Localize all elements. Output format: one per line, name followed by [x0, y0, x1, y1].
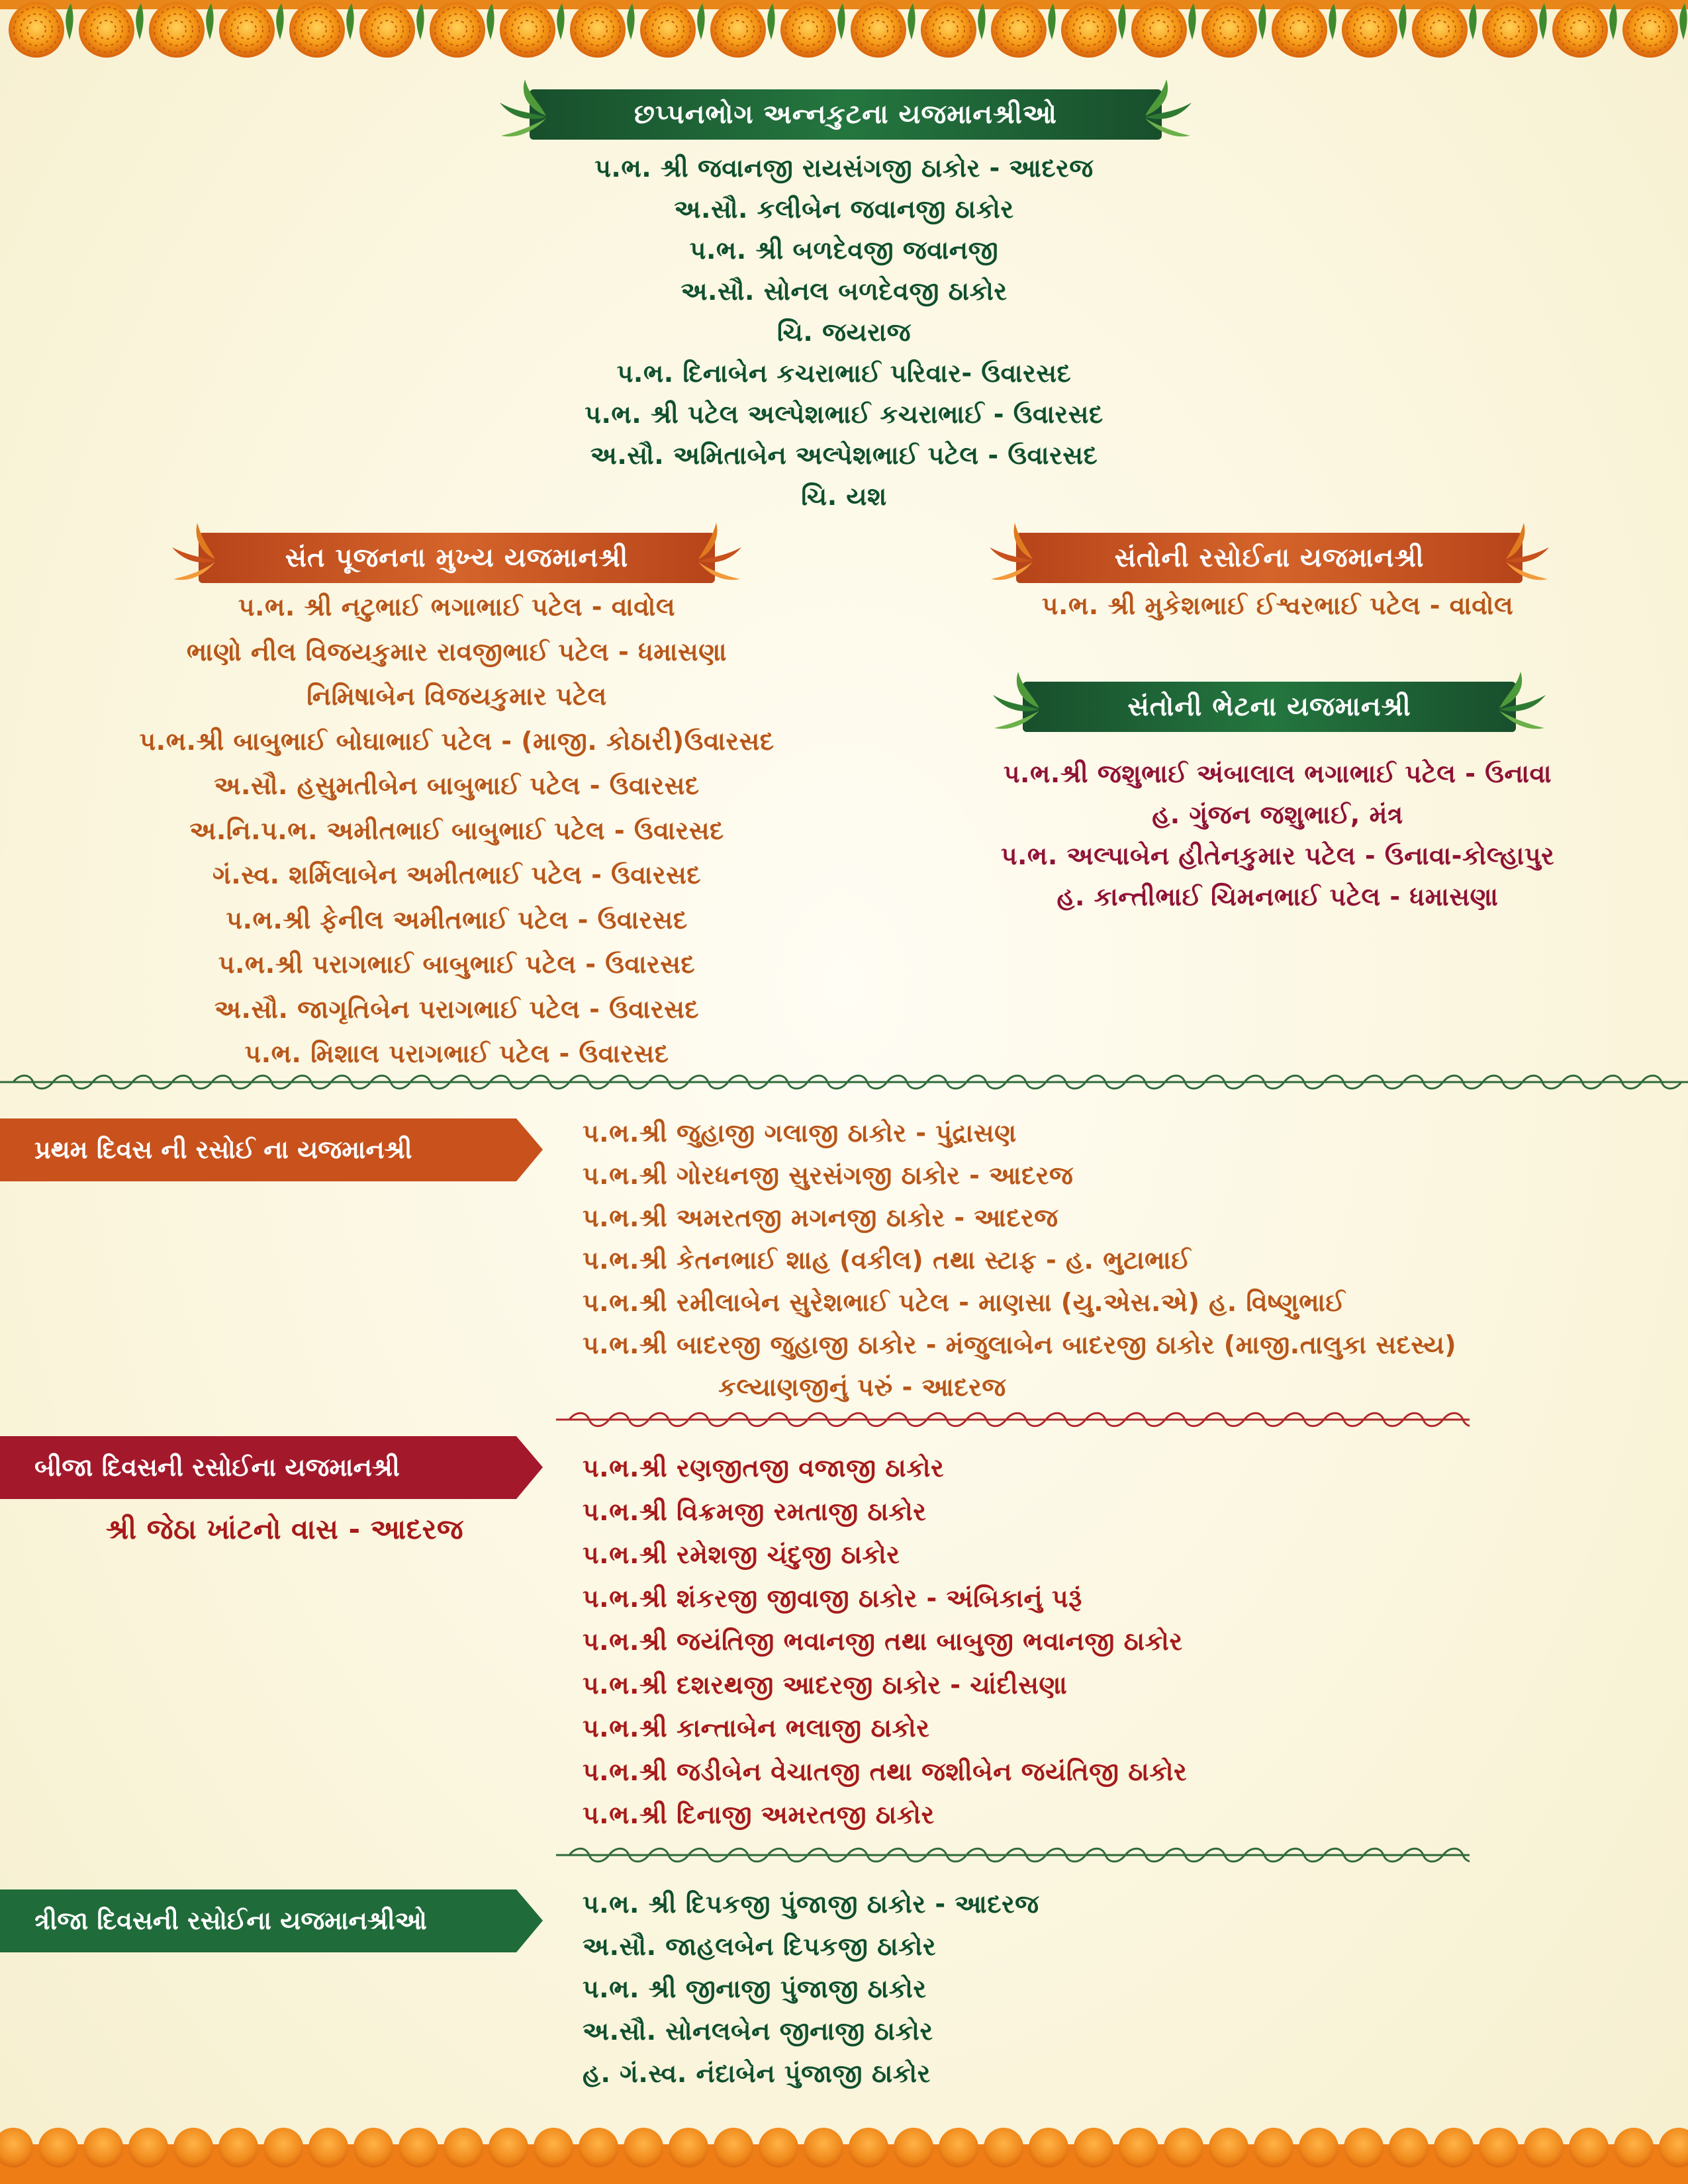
list-item: પ.ભ.શ્રી રમેશજી ચંદુજી ઠાકોર	[583, 1540, 900, 1569]
section4-banner	[1023, 682, 1516, 732]
flower-ornament-left-icon	[165, 520, 218, 592]
marigold-flower-icon	[359, 2, 415, 58]
list-item: પ.ભ.શ્રી બાબુભાઈ બોઘાભાઈ પટેલ - (માજી. કોઠારી)ઉવારસદ	[139, 726, 774, 756]
list-item: પ.ભ.શ્રી વિક્રમજી રમતાજી ઠાકોર	[583, 1496, 927, 1526]
marigold-flower-icon	[1272, 2, 1327, 58]
day3-names	[583, 1883, 1668, 2095]
list-item: ગં.સ્વ. શર્મિલાબેન અમીતભાઈ પટેલ - ઉવારસદ	[212, 860, 701, 889]
leaf-ornament-right-icon	[1496, 668, 1552, 741]
flower-ornament-right-icon	[1503, 520, 1556, 592]
marigold-bud-icon	[38, 2128, 78, 2167]
list-item: પ.ભ.શ્રી રણજીતજી વજાજી ઠાકોર	[583, 1453, 945, 1482]
marigold-flower-icon	[79, 2, 134, 58]
section1-names	[381, 148, 1307, 517]
list-item: ભાણો નીલ વિજયકુમાર રાવજીભાઈ પટેલ - ધમાસણા	[186, 637, 727, 666]
marigold-flower-icon	[570, 2, 626, 58]
marigold-flower-icon	[1131, 2, 1187, 58]
marigold-bud-icon	[1344, 2128, 1383, 2167]
marigold-flower-icon	[9, 2, 64, 58]
list-item: પ.ભ. શ્રી જવાનજી રાયસંગજી ઠાકોર - આદરજ	[594, 154, 1094, 183]
list-item: પ.ભ.શ્રી શંકરજી જીવાજી ઠાકોર - અંબિકાનું પરૂં	[583, 1583, 1082, 1613]
ornamental-divider	[556, 1410, 1470, 1430]
marigold-bud-icon	[399, 2128, 438, 2167]
list-item: પ.ભ. શ્રી પટેલ અલ્પેશભાઈ કચરાભાઈ - ઉવારસદ	[585, 400, 1103, 429]
section4-names	[914, 753, 1642, 917]
list-item: પ.ભ.શ્રી ગોરધનજી સુરસંગજી ઠાકોર - આદરજ	[583, 1161, 1074, 1190]
list-item: પ.ભ. શ્રી જીનાજી પુંજાજી ઠાકોર	[583, 1974, 927, 2003]
list-item: પ.ભ.શ્રી બાદરજી જુહાજી ઠાકોર - મંજુલાબેન બાદરજી ઠાકોર (માજી.તાલુકા સદસ્ય)	[583, 1330, 1457, 1359]
list-item: અ.સૌ. સોનલબેન જીનાજી ઠાકોર	[583, 2017, 933, 2046]
list-item: અ.સૌ. હસુમતીબેન બાબુભાઈ પટેલ - ઉવારસદ	[214, 771, 700, 800]
marigold-bud-icon	[894, 2128, 933, 2167]
marigold-flower-icon	[1622, 2, 1678, 58]
day2-names	[583, 1447, 1668, 1837]
list-item: પ.ભ.શ્રી અમરતજી મગનજી ઠાકોર - આદરજ	[583, 1203, 1058, 1232]
list-item: પ.ભ.શ્રી કાન્તાબેન ભલાજી ઠાકોર	[583, 1713, 930, 1743]
marigold-flower-icon	[1201, 2, 1257, 58]
marigold-bud-icon	[263, 2128, 303, 2167]
marigold-bud-icon	[1254, 2128, 1293, 2167]
marigold-bud-icon	[1119, 2128, 1158, 2167]
list-item: અ.સૌ. જાહલબેન દિપકજી ઠાકોર	[583, 1932, 937, 1961]
marigold-flower-icon	[921, 2, 976, 58]
ornamental-divider	[556, 1845, 1470, 1865]
list-item: પ.ભ.શ્રી દિનાજી અમરતજી ઠાકોર	[583, 1800, 935, 1829]
marigold-bud-icon	[218, 2128, 258, 2167]
marigold-flower-icon	[1482, 2, 1538, 58]
marigold-bud-icon	[1164, 2128, 1203, 2167]
marigold-flower-icon	[1342, 2, 1397, 58]
marigold-flower-icon	[991, 2, 1047, 58]
list-item: અ.સૌ. સોનલ બળદેવજી ઠાકોર	[680, 277, 1008, 306]
marigold-bud-icon	[714, 2128, 753, 2167]
list-item: પ.ભ.શ્રી કેતનભાઈ શાહ (વકીલ) તથા સ્ટાફ - હ. ભુટાભાઈ	[583, 1246, 1192, 1275]
marigold-bud-icon	[624, 2128, 663, 2167]
list-item: હ. ગં.સ્વ. નંદાબેન પુંજાજી ઠાકોર	[583, 2059, 931, 2088]
list-item: ચિ. યશ	[801, 482, 887, 511]
marigold-bud-icon	[1029, 2128, 1068, 2167]
marigold-bud-icon	[353, 2128, 393, 2167]
list-item: અ.સૌ. કલીબેન જવાનજી ઠાકોર	[674, 195, 1014, 224]
list-item: પ.ભ.શ્રી રમીલાબેન સુરેશભાઈ પટેલ - માણસા (યુ.એસ.એ) હ. વિષ્ણુભાઈ	[583, 1288, 1346, 1317]
marigold-garland-top	[0, 0, 1688, 63]
list-item: નિમિષાબેન વિજયકુમાર પટેલ	[306, 682, 607, 711]
list-item: પ.ભ.શ્રી દશરથજી આદરજી ઠાકોર - ચાંદીસણા	[583, 1670, 1068, 1700]
list-item: પ.ભ.શ્રી જશુભાઈ અંબાલાલ ભગાભાઈ પટેલ - ઉનાવા	[1003, 759, 1552, 788]
list-item: પ.ભ. શ્રી નટુભાઈ ભગાભાઈ પટેલ - વાવોલ	[238, 592, 676, 621]
marigold-flower-icon	[640, 2, 696, 58]
day2-tab	[0, 1436, 543, 1499]
marigold-bud-icon	[1569, 2128, 1609, 2167]
marigold-flower-icon	[1412, 2, 1468, 58]
list-item: પ.ભ. મિશાલ પરાગભાઈ પટેલ - ઉવારસદ	[244, 1039, 669, 1068]
list-item: પ.ભ.શ્રી જયંતિજી ભવાનજી તથા બાબુજી ભવાનજી ઠાકોર	[583, 1627, 1183, 1656]
list-item: પ.ભ. શ્રી દિપકજી પુંજાજી ઠાકોર - આદરજ	[583, 1889, 1039, 1919]
day3-title: ત્રીજા દિવસની રસોઈના યજમાનશ્રીઓ	[34, 1906, 427, 1935]
marigold-flower-icon	[219, 2, 275, 58]
list-item: ચિ. જયરાજ	[776, 318, 912, 347]
section1-banner	[530, 89, 1162, 140]
marigold-bud-icon	[444, 2128, 483, 2167]
marigold-bud-icon	[939, 2128, 978, 2167]
day1-tab	[0, 1118, 543, 1181]
list-item: હ. ગુંજન જશુભાઈ, મંત્ર	[1152, 800, 1403, 829]
marigold-bud-icon	[579, 2128, 618, 2167]
list-item: પ.ભ.શ્રી ફેનીલ અમીતભાઈ પટેલ - ઉવારસદ	[226, 905, 688, 934]
marigold-bud-icon	[804, 2128, 843, 2167]
list-item: પ.ભ. અલ્પાબેન હીતેનકુમાર પટેલ - ઉનાવા-કોલ્હાપુર	[1000, 841, 1555, 870]
section2-title: સંત પૂજનના મુખ્ય યજમાનશ્રી	[285, 543, 629, 573]
list-item: અ.સૌ. અમિતાબેન અલ્પેશભાઈ પટેલ - ઉવારસદ	[590, 441, 1098, 470]
marigold-bud-icon	[984, 2128, 1023, 2167]
marigold-bud-icon	[173, 2128, 213, 2167]
list-item: પ.ભ.શ્રી જડીબેન વેચાતજી તથા જશીબેન જયંતિજી ઠાકોર	[583, 1756, 1188, 1786]
section3-title: સંતોની રસોઈના યજમાનશ્રી	[1114, 543, 1425, 573]
marigold-flower-icon	[149, 2, 205, 58]
marigold-border-bottom	[0, 2111, 1688, 2184]
marigold-bud-icon	[669, 2128, 708, 2167]
marigold-bud-icon	[1614, 2128, 1654, 2167]
marigold-bud-icon	[1074, 2128, 1113, 2167]
marigold-flower-icon	[1061, 2, 1117, 58]
marigold-flower-icon	[1552, 2, 1608, 58]
marigold-bud-icon	[759, 2128, 798, 2167]
marigold-bud-icon	[308, 2128, 348, 2167]
section3-banner	[1016, 533, 1523, 583]
day2-subtitle: શ્રી જેઠા ખાંટનો વાસ - આદરજ	[105, 1513, 464, 1545]
marigold-bud-icon	[1209, 2128, 1248, 2167]
leaf-ornament-left-icon	[493, 76, 549, 149]
marigold-bud-icon	[83, 2128, 123, 2167]
section4-title: સંતોની ભેટના યજમાનશ્રી	[1127, 692, 1411, 722]
marigold-flower-icon	[430, 2, 485, 58]
list-item: પ.ભ.શ્રી જુહાજી ગલાજી ઠાકોર - પુંદ્રાસણ	[583, 1118, 1017, 1148]
marigold-bud-icon	[849, 2128, 888, 2167]
marigold-bud-icon	[1524, 2128, 1564, 2167]
leaf-ornament-right-icon	[1142, 76, 1198, 149]
marigold-flower-icon	[851, 2, 906, 58]
leaf-ornament-left-icon	[986, 668, 1043, 741]
section1-title: છપ્પનભોગ અન્નકુટના યજમાનશ્રીઓ	[634, 99, 1057, 130]
marigold-bud-icon	[1389, 2128, 1429, 2167]
day1-title: પ્રથમ દિવસ ની રસોઈ ના યજમાનશ્રી	[34, 1135, 412, 1164]
list-item: કલ્યાણજીનું પરું - આદરજ	[718, 1373, 1006, 1402]
ornamental-divider	[0, 1072, 1688, 1092]
day3-tab	[0, 1889, 543, 1952]
list-item: પ.ભ. દિનાબેન કચરાભાઈ પરિવાર- ઉવારસદ	[616, 359, 1072, 388]
list-item: પ.ભ. શ્રી બળદેવજી જવાનજી	[689, 236, 999, 265]
list-item: પ.ભ.શ્રી પરાગભાઈ બાબુભાઈ પટેલ - ઉવારસદ	[218, 950, 696, 979]
section2-banner	[199, 533, 715, 583]
marigold-bud-icon	[534, 2128, 573, 2167]
list-item: હ. કાન્તીભાઈ ચિમનભાઈ પટેલ - ધમાસણા	[1056, 882, 1499, 911]
day1-names	[583, 1112, 1668, 1408]
list-item: અ.સૌ. જાગૃતિબેન પરાગભાઈ પટેલ - ઉવારસદ	[214, 994, 700, 1024]
marigold-flower-icon	[500, 2, 555, 58]
marigold-flower-icon	[780, 2, 836, 58]
flower-ornament-left-icon	[983, 520, 1036, 592]
marigold-bud-icon	[128, 2128, 168, 2167]
marigold-bud-icon	[1299, 2128, 1338, 2167]
marigold-flower-icon	[710, 2, 766, 58]
marigold-bud-icon	[1479, 2128, 1519, 2167]
section2-names	[33, 585, 880, 1077]
day2-title: બીજા દિવસની રસોઈના યજમાનશ્રી	[34, 1453, 400, 1482]
list-item: પ.ભ. શ્રી મુકેશભાઈ ઈશ્વરભાઈ પટેલ - વાવોલ	[1041, 591, 1514, 620]
flower-ornament-right-icon	[695, 520, 748, 592]
list-item: અ.નિ.પ.ભ. અમીતભાઈ બાબુભાઈ પટેલ - ઉવારસદ	[189, 815, 724, 845]
marigold-bud-icon	[1434, 2128, 1474, 2167]
marigold-bud-icon	[489, 2128, 528, 2167]
marigold-flower-icon	[289, 2, 345, 58]
